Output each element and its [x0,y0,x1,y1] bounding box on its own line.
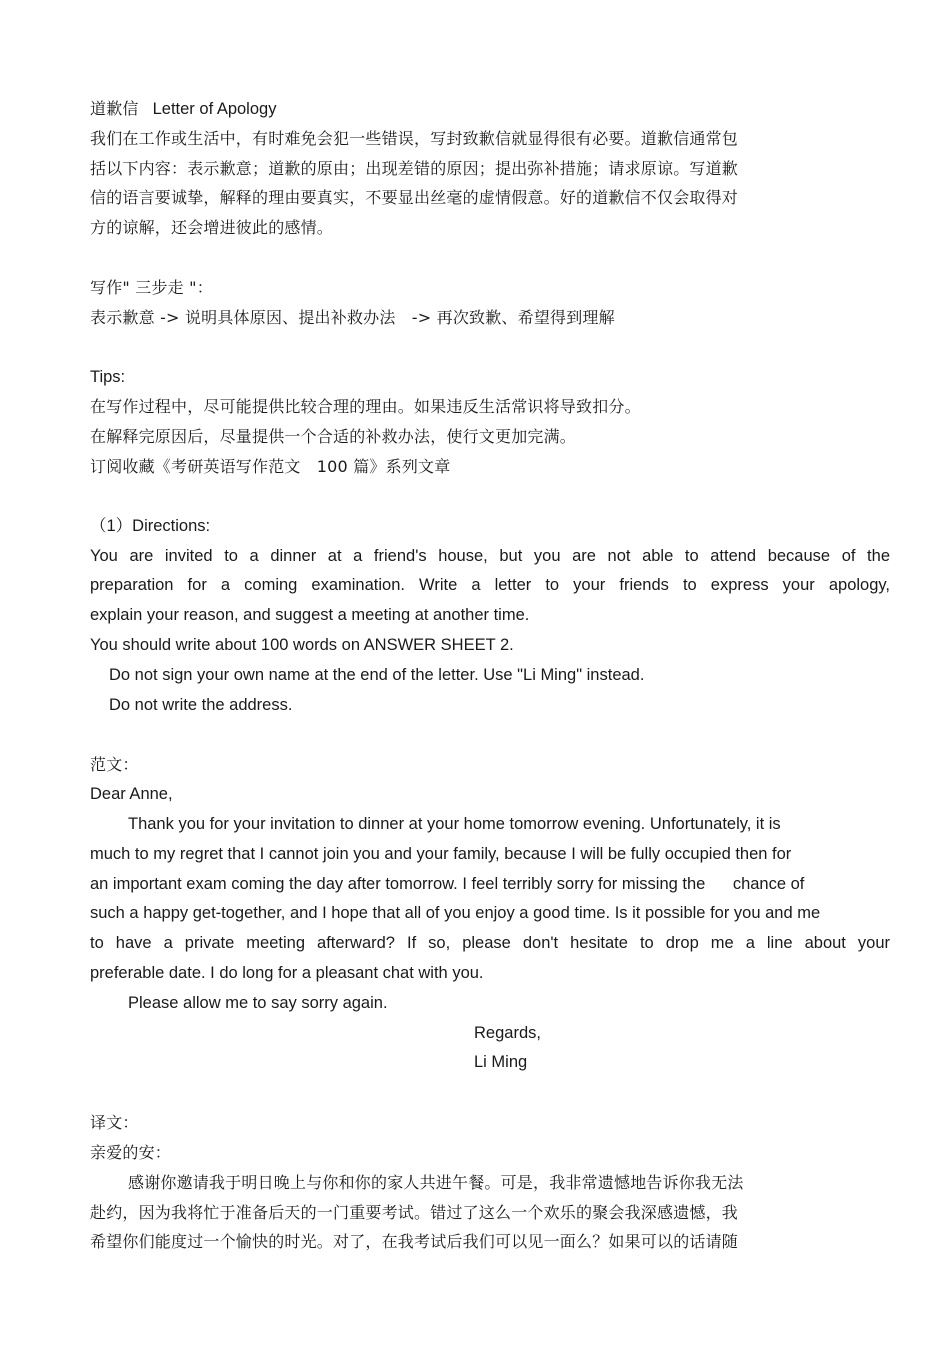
translation-heading: 译文： [90,1113,139,1133]
spacer [90,720,890,750]
tips-line: 在解释完原因后，尽量提供一个合适的补救办法，使行文更加完满。 [90,427,577,447]
directions-line: explain your reason, and suggest a meeting at another time. [90,606,530,625]
title-english: Letter of Apology [152,100,277,118]
letter-body-line: preferable date. I do long for a pleasant chat with you. [90,963,484,982]
sample-heading: 范文： [90,755,139,775]
directions-heading: （1）Directions: [90,516,211,535]
tips-heading: Tips: [90,367,126,386]
steps-heading: 写作" 三步走 "： [90,277,213,297]
letter-body-line: Thank you for your invitation to dinner at your home tomorrow evening. Unfortunately, it is [128,814,781,833]
directions-note: Do not sign your own name at the end of the letter. Use "Li Ming" instead. [109,665,645,684]
directions-line: preparation for a coming examination. Write a letter to your friends to express your apology, [90,576,890,595]
translation-line: 希望你们能度过一个愉快的时光。对了，在我考试后我们可以见一面么？如果可以的话请随 [90,1232,739,1252]
letter-signature: Li Ming [474,1053,528,1072]
intro-line: 括以下内容：表示歉意；道歉的原由；出现差错的原因；提出弥补措施；请求原谅。写道歉 [90,158,739,178]
document-page [90,94,890,1257]
translation-line: 感谢你邀请我于明日晚上与你和你的家人共进午餐。可是，我非常遗憾地告诉你我无法 [128,1172,744,1192]
letter-regards: Regards, [474,1023,541,1042]
intro-line: 信的语言要诚挚，解释的理由要真实，不要显出丝毫的虚情假意。好的道歉信不仅会取得对 [90,188,739,208]
directions-note: Do not write the address. [109,695,293,714]
tips-line: 订阅收藏《考研英语写作范文 100 篇》系列文章 [90,456,451,476]
letter-body-line: to have a private meeting afterward? If so, please don't hesitate to drop me a line about your [90,934,890,953]
steps-content: 表示歉意 -> 说明具体原因、提出补救办法 -> 再次致歉、希望得到理解 [90,307,615,327]
letter-closing-line: Please allow me to say sorry again. [128,993,388,1012]
spacer [90,243,890,273]
document-title [90,94,890,124]
tips-line: 在写作过程中，尽可能提供比较合理的理由。如果违反生活常识将导致扣分。 [90,397,641,417]
spacer [90,1078,890,1108]
letter-body-line: such a happy get-together, and I hope that all of you enjoy a good time. Is it possible for you and me [90,904,821,923]
spacer [90,482,890,512]
translation-salutation: 亲爱的安： [90,1142,172,1162]
directions-line: You are invited to a dinner at a friend's house, but you are not able to attend because of the [90,546,890,565]
letter-body-line: much to my regret that I cannot join you and your family, because I will be fully occupied then for [90,844,792,863]
directions-word-count: You should write about 100 words on ANSWER SHEET 2. [90,635,514,654]
letter-body-line: an important exam coming the day after tomorrow. I feel terribly sorry for missing the chance of [90,874,805,893]
letter-salutation: Dear Anne, [90,785,173,804]
intro-line: 方的谅解，还会增进彼此的感情。 [90,218,334,238]
title-chinese: 道歉信 [90,99,139,118]
spacer [90,333,890,363]
translation-line: 赴约，因为我将忙于准备后天的一门重要考试。错过了这么一个欢乐的聚会我深感遗憾，我 [90,1202,739,1222]
intro-line: 我们在工作或生活中，有时难免会犯一些错误，写封致歉信就显得很有必要。道歉信通常包 [90,128,739,148]
